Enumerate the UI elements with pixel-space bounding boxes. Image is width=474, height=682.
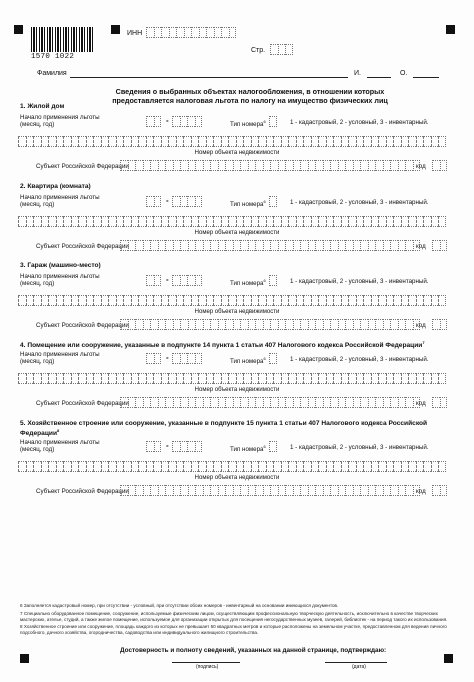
signature-caption: (подпись) xyxy=(196,664,219,670)
section-5-type-field[interactable] xyxy=(269,441,277,452)
barcode-number: 1570 1022 xyxy=(31,53,75,61)
section-3-object-number-field[interactable] xyxy=(18,295,446,306)
section-3-date-dash: - xyxy=(166,275,169,284)
section-3-object-number-caption: Номер объекта недвижимости xyxy=(194,309,280,315)
section-1-code-label: код xyxy=(416,163,426,170)
section-3-title: 3. Гараж (машино-место) xyxy=(20,262,101,269)
section-1-start-label: Начало применения льготы xyxy=(20,114,100,121)
section-4-start-label: Начало применения льготы xyxy=(20,351,100,358)
section-1-date-dash: - xyxy=(166,116,169,125)
section-5-month-field[interactable] xyxy=(146,441,161,452)
surname-field[interactable] xyxy=(70,77,348,78)
section-5-title-line2: Федерации$^8$ xyxy=(20,428,60,438)
section-3-start-label: Начало применения льготы xyxy=(20,273,100,280)
section-5-year-field[interactable] xyxy=(172,441,202,452)
section-1-object-number-caption: Номер объекта недвижимости xyxy=(194,150,280,156)
section-5-subject-field[interactable] xyxy=(120,485,420,496)
section-4-date-dash: - xyxy=(166,353,169,362)
section-1-title: 1. Жилой дом xyxy=(20,103,65,110)
section-2-object-number-field[interactable] xyxy=(18,216,446,227)
section-4-object-number-caption: Номер объекта недвижимости xyxy=(194,387,280,393)
section-3-type-label: Тип номера$^6$ xyxy=(230,278,266,288)
section-2-month-field[interactable] xyxy=(146,196,161,207)
section-2-subject-label: Субъект Российской Федерации xyxy=(36,243,129,250)
section-2-title: 2. Квартира (комната) xyxy=(20,183,91,190)
corner-marker-bottom-right xyxy=(444,654,453,663)
surname-label: Фамилия xyxy=(37,70,67,77)
section-1-code-field[interactable] xyxy=(432,160,447,171)
section-4-title: 4. Помещение или сооружение, указанные в подпункте 14 пункта 1 статьи 407 Налогового кодекса Российской Федерации$^7$ xyxy=(20,340,425,350)
corner-marker-top-left xyxy=(14,25,23,34)
form-title-line2: предоставляется налоговая льгота по налогу на имущество физических лиц xyxy=(112,96,388,105)
section-4-object-number-field[interactable] xyxy=(18,373,446,384)
section-3-type-field[interactable] xyxy=(269,275,277,286)
footnote-8: 8 Хозяйственное строение или сооружение, площадь каждого из которых не превышает 50 квадратных метров и которые расположены на земельном участке, предоставленном для ведения личного подсобного, дачного хозяйства, огородничества, садоводства или индивидуального жилищного строительства. xyxy=(20,624,447,635)
section-4-month-field[interactable] xyxy=(146,353,161,364)
section-2-code-field[interactable] xyxy=(432,240,447,251)
section-3-start-sublabel: (месяц, год) xyxy=(20,280,55,287)
section-5-start-label: Начало применения льготы xyxy=(20,439,100,446)
section-1-start-sublabel: (месяц, год) xyxy=(20,121,55,128)
section-5-date-dash: - xyxy=(166,441,169,450)
section-2-date-dash: - xyxy=(166,196,169,205)
section-4-code-field[interactable] xyxy=(432,397,447,408)
section-4-type-hint: 1 - кадастровый, 2 - условный, 3 - инвентарный. xyxy=(290,356,429,363)
section-3-code-label: код xyxy=(416,322,426,329)
initial-o-field[interactable] xyxy=(413,77,439,78)
section-4-subject-label: Субъект Российской Федерации xyxy=(36,400,129,407)
section-2-type-label: Тип номера$^6$ xyxy=(230,199,266,209)
section-3-subject-field[interactable] xyxy=(120,319,420,330)
footnote-7: 7 Специально оборудованное помещение, сооружение, используемые физическим лицом, осуществляющим профессиональную творческую деятельность, исключительно в качестве творческих мастерских, ателье, студий, а также жилое помещение, используемое для организации открытых для посещения негосударственных музеев, галерей, библиотек - на период такого их использования. xyxy=(20,611,448,622)
section-5-code-label: код xyxy=(416,488,426,495)
section-1-type-field[interactable] xyxy=(269,116,277,127)
corner-marker-bottom-left xyxy=(20,654,29,663)
section-2-start-label: Начало применения льготы xyxy=(20,194,100,201)
section-2-type-hint: 1 - кадастровый, 2 - условный, 3 - инвентарный. xyxy=(290,199,429,206)
form-title-line1: Сведения о выбранных объектах налогообложения, в отношении которых xyxy=(115,87,385,96)
section-5-object-number-field[interactable] xyxy=(18,461,446,472)
section-2-code-label: код xyxy=(416,243,426,250)
section-1-year-field[interactable] xyxy=(172,116,202,127)
inn-label: ИНН xyxy=(127,30,143,37)
initial-o-label: О. xyxy=(400,70,408,77)
confirm-text: Достоверность и полноту сведений, указанных на данной странице, подтверждаю: xyxy=(120,647,387,654)
section-4-subject-field[interactable] xyxy=(120,397,420,408)
section-4-type-label: Тип номера$^6$ xyxy=(230,356,266,366)
initial-i-field[interactable] xyxy=(367,77,391,78)
section-5-title: 5. Хозяйственное строение или сооружение, указанные в подпункте 15 пункта 1 статьи 407 Налогового кодекса Российской xyxy=(20,420,428,427)
section-3-month-field[interactable] xyxy=(146,275,161,286)
section-5-subject-label: Субъект Российской Федерации xyxy=(36,488,129,495)
date-field[interactable] xyxy=(325,662,387,663)
signature-field[interactable] xyxy=(172,662,240,663)
section-5-type-hint: 1 - кадастровый, 2 - условный, 3 - инвентарный. xyxy=(290,444,429,451)
page-number-field[interactable] xyxy=(270,44,293,55)
section-5-code-field[interactable] xyxy=(432,485,447,496)
section-2-subject-field[interactable] xyxy=(120,240,420,251)
section-3-year-field[interactable] xyxy=(172,275,202,286)
section-1-month-field[interactable] xyxy=(146,116,161,127)
section-4-year-field[interactable] xyxy=(172,353,202,364)
date-caption: (дата) xyxy=(352,664,366,670)
section-3-subject-label: Субъект Российской Федерации xyxy=(36,322,129,329)
section-3-code-field[interactable] xyxy=(432,319,447,330)
section-1-subject-label: Субъект Российской Федерации xyxy=(36,163,129,170)
corner-marker-top-right xyxy=(446,25,455,34)
barcode-image xyxy=(31,27,95,52)
form-title xyxy=(100,87,400,105)
section-5-object-number-caption: Номер объекта недвижимости xyxy=(194,475,280,481)
section-1-type-label: Тип номера$^6$ xyxy=(230,119,266,129)
section-1-subject-field[interactable] xyxy=(120,160,420,171)
section-2-start-sublabel: (месяц, год) xyxy=(20,201,55,208)
section-4-start-sublabel: (месяц, год) xyxy=(20,358,55,365)
section-3-type-hint: 1 - кадастровый, 2 - условный, 3 - инвентарный. xyxy=(290,278,429,285)
inn-field[interactable] xyxy=(146,27,236,38)
section-1-object-number-field[interactable] xyxy=(18,136,446,147)
section-2-type-field[interactable] xyxy=(269,196,277,207)
footnote-6: 6 Заполняется кадастровый номер, при отсутствии - условный, при отсутствии обоих номеров - инвентарный на основании имеющихся документов. xyxy=(20,603,339,608)
section-2-year-field[interactable] xyxy=(172,196,202,207)
section-5-type-label: Тип номера$^6$ xyxy=(230,444,266,454)
section-1-type-hint: 1 - кадастровый, 2 - условный, 3 - инвентарный. xyxy=(290,119,429,126)
section-4-code-label: код xyxy=(416,400,426,407)
section-5-start-sublabel: (месяц, год) xyxy=(20,446,55,453)
section-2-object-number-caption: Номер объекта недвижимости xyxy=(194,230,280,236)
initial-i-label: И. xyxy=(354,70,361,77)
section-4-type-field[interactable] xyxy=(269,353,277,364)
corner-marker-top-center xyxy=(111,25,120,34)
page-label: Стр. xyxy=(251,47,266,54)
